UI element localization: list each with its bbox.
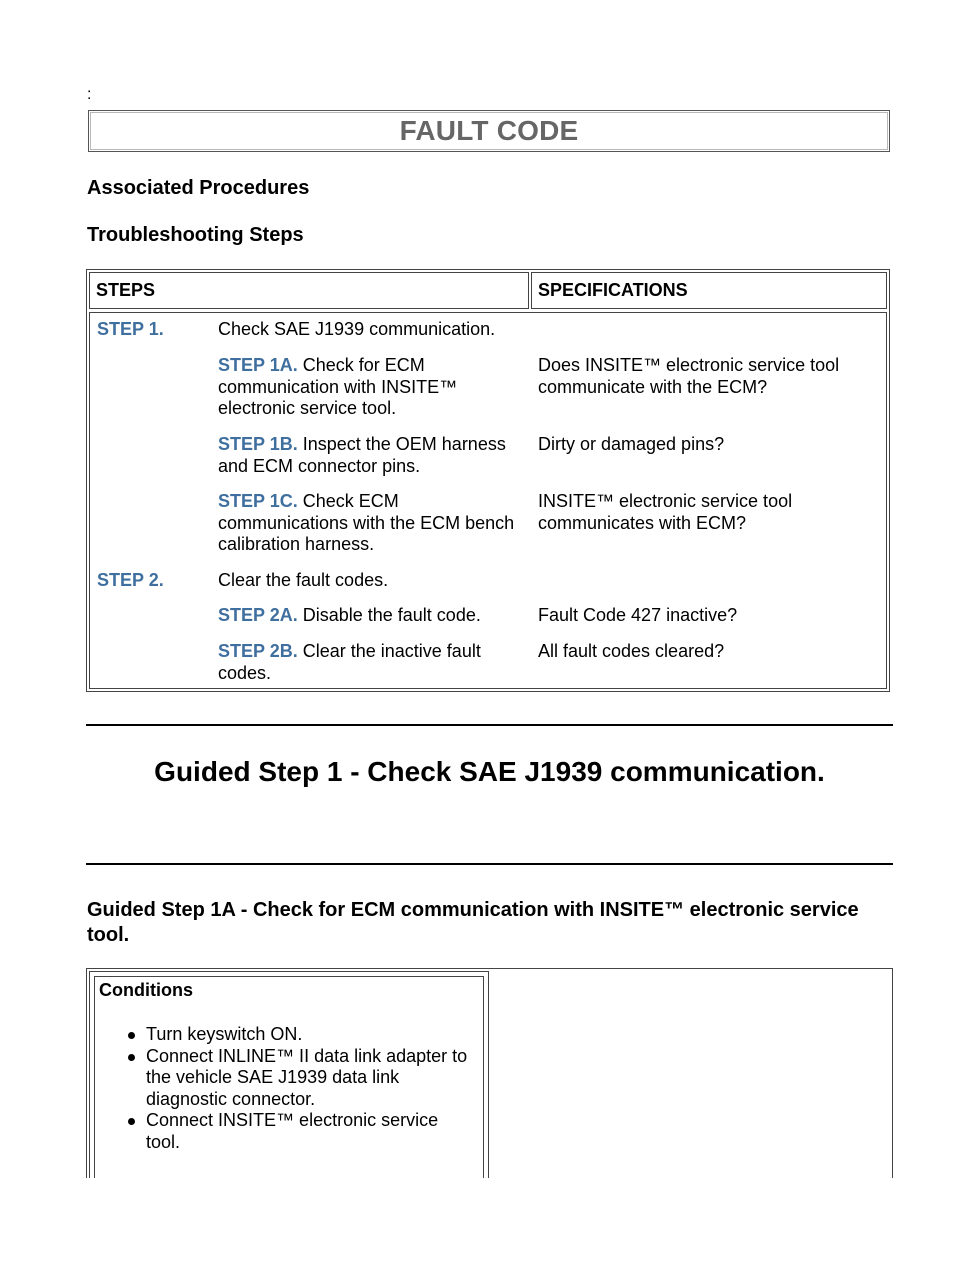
step-2a-link[interactable]: STEP 2A <box>218 605 293 625</box>
specifications-header-label: SPECIFICATIONS <box>538 280 688 300</box>
section-divider-2 <box>86 863 893 865</box>
step-1a-spec: Does INSITE™ electronic service tool communicate with the ECM? <box>538 355 840 397</box>
conditions-list <box>128 1024 473 1153</box>
top-colon-mark: : <box>87 86 92 103</box>
step-1b-link[interactable]: STEP 1B <box>218 434 293 454</box>
step-1b-text: Inspect the OEM harness and ECM connector pins. <box>218 434 506 476</box>
step-1c-dot: . <box>292 491 298 511</box>
troubleshooting-steps-heading: Troubleshooting Steps <box>87 224 304 246</box>
step-1a-text: Check for ECM communication with INSITE™ electronic service tool. <box>218 355 458 418</box>
condition-item: Turn keyswitch ON. <box>128 1024 473 1046</box>
step-1a-dot: . <box>292 355 298 375</box>
specifications-column-header <box>531 272 887 309</box>
step-2b-text: Clear the inactive fault codes. <box>218 641 481 683</box>
step-1a-link[interactable]: STEP 1A <box>218 355 293 375</box>
step-1c-text: Check ECM communications with the ECM bench calibration harness. <box>218 491 515 554</box>
step-1-label: STEP 1. <box>97 319 164 339</box>
associated-procedures-heading: Associated Procedures <box>87 177 310 199</box>
condition-item: Connect INLINE™ II data link adapter to the vehicle SAE J1939 data link diagnostic connector. <box>128 1046 473 1111</box>
conditions-title: Conditions <box>99 980 193 1000</box>
guided-step-1-title: Guided Step 1 - Check SAE J1939 communication. <box>154 756 825 787</box>
fault-code-banner <box>88 110 890 152</box>
step-2b-dot: . <box>292 641 298 661</box>
step-1a-row <box>218 355 518 420</box>
step-2-text: Clear the fault codes. <box>218 570 389 590</box>
step-2b-spec: All fault codes cleared? <box>538 641 725 661</box>
condition-item: Connect INSITE™ electronic service tool. <box>128 1110 473 1153</box>
step-1b-spec: Dirty or damaged pins? <box>538 434 725 454</box>
step-2a-spec: Fault Code 427 inactive? <box>538 605 738 625</box>
step-1c-spec: INSITE™ electronic service tool communicates with ECM? <box>538 491 793 533</box>
fault-code-title: FAULT CODE <box>399 115 579 146</box>
steps-header-label: STEPS <box>96 280 156 300</box>
step-2a-text: Disable the fault code. <box>302 605 481 625</box>
step-1b-dot: . <box>292 434 298 454</box>
step-2a-dot: . <box>292 605 298 625</box>
step-2-label: STEP 2. <box>97 570 164 590</box>
step-1c-row <box>218 491 518 556</box>
step-2a-row <box>218 605 518 627</box>
step-1c-link[interactable]: STEP 1C <box>218 491 293 511</box>
step-2b-link[interactable]: STEP 2B <box>218 641 293 661</box>
steps-column-header <box>89 272 529 309</box>
section-divider-1 <box>86 724 893 726</box>
step-2b-row <box>218 641 518 684</box>
guided-step-1a-title: Guided Step 1A - Check for ECM communication with INSITE™ electronic service tool. <box>87 899 859 946</box>
step-1b-row <box>218 434 518 477</box>
step-1-text: Check SAE J1939 communication. <box>218 319 496 339</box>
